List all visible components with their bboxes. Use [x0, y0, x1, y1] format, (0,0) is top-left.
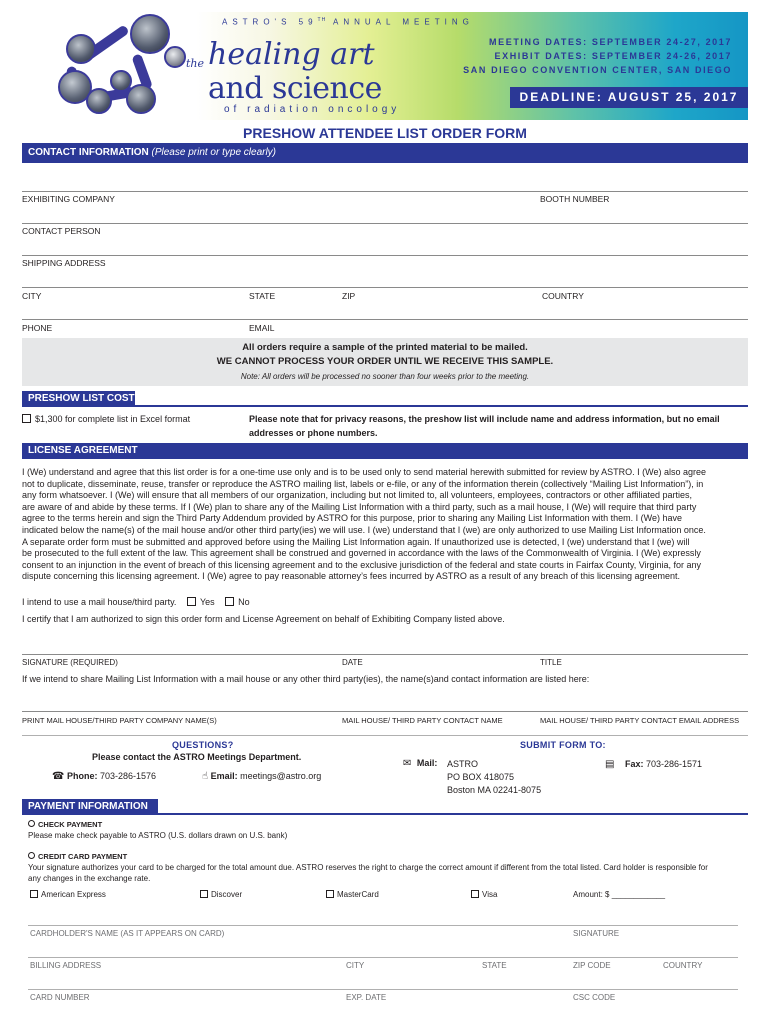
date-label: DATE — [342, 658, 363, 667]
the-word: the — [186, 57, 205, 70]
license-line: be prosecuted to the full extent of the law. This agreement shall be construed and governed in accordance with the laws of the Commonwealth of Virginia. I (We) expressly — [22, 548, 701, 559]
card-number-line — [28, 989, 738, 990]
city-line — [22, 287, 748, 288]
license-line: consent to an injunction in the event of breach of this licensing agreement and to the exclusive jurisdiction of the federal and state courts in Fairfax County, Virginia, for any — [22, 559, 702, 570]
credit-card-radio[interactable] — [28, 852, 35, 859]
exhibiting-company-label: EXHIBITING COMPANY — [22, 194, 115, 204]
mastercard-checkbox[interactable] — [326, 890, 334, 898]
discover-checkbox[interactable] — [200, 890, 208, 898]
cc-city-label: CITY — [346, 961, 365, 970]
submit-fax — [605, 759, 702, 770]
submit-heading: SUBMIT FORM TO: — [520, 740, 606, 750]
questions-email — [202, 771, 321, 782]
questions-text: Please contact the ASTRO Meetings Department. — [92, 752, 302, 762]
email-value[interactable]: meetings@astro.org — [240, 771, 322, 781]
payment-divider — [22, 813, 748, 815]
cc-zip-label: ZIP CODE — [573, 961, 611, 970]
license-line: dispute concerning this licensing agreement. I (We) agree to pay reasonable attorney’s fees incurred by ASTRO as a result of any breach of this licensing agreement. — [22, 571, 681, 582]
email-icon: ☝ — [202, 771, 209, 782]
yes-label: Yes — [199, 597, 215, 607]
signature-line — [22, 654, 748, 655]
email-label: EMAIL — [249, 323, 275, 333]
billing-line — [28, 957, 738, 958]
shipping-address-label: SHIPPING ADDRESS — [22, 258, 106, 268]
license-text — [22, 467, 748, 583]
sample-notice-line1: All orders require a sample of the printed material to be mailed. — [242, 342, 528, 353]
state-label: STATE — [249, 291, 276, 301]
visa-label: Visa — [482, 890, 498, 899]
check-payment-label: CHECK PAYMENT — [38, 820, 103, 829]
card-discover — [200, 890, 242, 899]
sample-notice-line2: WE CANNOT PROCESS YOUR ORDER UNTIL WE RECEIVE THIS SAMPLE. — [216, 356, 554, 367]
phone-icon: ☎ — [52, 771, 65, 782]
radiation-oncology-label: of radiation oncology — [224, 104, 401, 115]
no-checkbox[interactable] — [225, 597, 234, 606]
city-label: CITY — [22, 291, 42, 301]
license-line: are aware of and abide by these terms. If I (We) plan to share any of the Mailing List Information with a third party, such as a mail house, I (We) will require that third party — [22, 501, 697, 512]
annual-meeting-label: ASTRO'S 59TH ANNUAL MEETING — [222, 17, 474, 27]
discover-label: Discover — [211, 890, 243, 899]
mail-house-label: I intend to use a mail house/third party. — [22, 597, 177, 607]
preshow-cost-header: PRESHOW LIST COST — [22, 391, 135, 407]
mastercard-label: MasterCard — [337, 890, 379, 899]
phone-label: PHONE — [22, 323, 53, 333]
cost-option — [22, 414, 190, 424]
credit-card-text2: any changes in the exchange rate. — [28, 874, 151, 883]
license-line: A separate order form must be submitted and approved before using the Mailing List Information again. If unauthorized use is detected, I (we) understand that I (we) will — [22, 536, 690, 547]
and-science-title: and science — [208, 71, 382, 106]
contact-person-label: CONTACT PERSON — [22, 226, 101, 236]
privacy-note-line1: Please note that for privacy reasons, the preshow list will include name and address information, but no email — [249, 414, 720, 424]
credit-card-text1: Your signature authorizes your card to be charged for the total amount due. ASTRO reserves the right to charge the correct amount if different from the total listed. Card holder is responsible for — [28, 863, 708, 872]
no-label: No — [238, 597, 250, 607]
csc-code-label: CSC CODE — [573, 993, 616, 1002]
check-payment-heading — [28, 820, 102, 829]
fax-value: 703-286-1571 — [646, 759, 703, 769]
amex-checkbox[interactable] — [30, 890, 38, 898]
cc-signature-label: SIGNATURE — [573, 929, 620, 938]
yes-checkbox[interactable] — [187, 597, 196, 606]
card-visa — [471, 890, 497, 899]
preshow-cost-divider — [22, 405, 748, 407]
privacy-note-line2: addresses or phone numbers. — [249, 428, 378, 438]
shipping-line — [22, 255, 748, 256]
amount-field[interactable]: Amount: $ ____________ — [573, 890, 666, 899]
booth-number-label: BOOTH NUMBER — [540, 194, 610, 204]
fax-icon: ▤ — [605, 759, 615, 770]
check-payment-radio[interactable] — [28, 820, 35, 827]
phone-label: Phone: — [66, 771, 98, 781]
zip-label: ZIP — [342, 291, 356, 301]
mail-label: Mail: — [416, 758, 438, 768]
healing-art-title: healing art — [208, 37, 375, 72]
mail-address-line1: ASTRO — [447, 759, 479, 769]
phone-value: 703-286-1576 — [100, 771, 157, 781]
sample-notice-note: Note: All orders will be processed no sooner than four weeks prior to the meeting. — [240, 372, 530, 381]
cost-option-label: $1,300 for complete list in Excel format — [35, 414, 191, 424]
license-line: not to duplicate, disseminate, reuse, transfer or reproduce the ASTRO mailing list, labels or e-file, or any of the information therein (collectively “Mailing List Information”), in — [22, 478, 704, 489]
license-line: indicated below the name(s) of the mail house and/or other third party(ies) we will use. I (we) understand that I (we) are only authorized to use Mailing List Information once. — [22, 524, 706, 535]
share-text: If we intend to share Mailing List Information with a mail house or any other third party(ies), the name(s)and contact information are listed here: — [22, 674, 590, 684]
contact-person-line — [22, 223, 748, 224]
form-title: PRESHOW ATTENDEE LIST ORDER FORM — [243, 125, 527, 141]
email-label: Email: — [210, 771, 238, 781]
check-payment-text: Please make check payable to ASTRO (U.S. dollars drawn on U.S. bank) — [28, 831, 288, 840]
cardholder-label: CARDHOLDER'S NAME (AS IT APPEARS ON CARD) — [30, 929, 225, 938]
card-mastercard — [326, 890, 379, 899]
questions-phone — [52, 771, 156, 782]
title-label: TITLE — [540, 658, 562, 667]
mail-house-question — [22, 597, 250, 607]
submit-mail — [403, 758, 437, 769]
credit-card-label: CREDIT CARD PAYMENT — [38, 852, 128, 861]
cost-checkbox[interactable] — [22, 414, 31, 423]
exp-date-label: EXP. DATE — [346, 993, 387, 1002]
logo-graphic — [40, 12, 190, 120]
credit-card-heading — [28, 852, 127, 861]
certify-text: I certify that I am authorized to sign this order form and License Agreement on behalf of Exhibiting Company listed above. — [22, 614, 505, 624]
license-header: LICENSE AGREEMENT — [22, 443, 748, 459]
billing-address-label: BILLING ADDRESS — [30, 961, 102, 970]
exhibit-dates: EXHIBIT DATES: SEPTEMBER 24-26, 2017 — [494, 51, 732, 61]
fax-label: Fax: — [624, 759, 644, 769]
deadline-badge: DEADLINE: AUGUST 25, 2017 — [510, 87, 748, 108]
visa-checkbox[interactable] — [471, 890, 479, 898]
meeting-dates: MEETING DATES: SEPTEMBER 24-27, 2017 — [489, 37, 732, 47]
questions-heading: QUESTIONS? — [172, 740, 234, 750]
cc-state-label: STATE — [482, 961, 507, 970]
company-line — [22, 191, 748, 192]
signature-label: SIGNATURE (REQUIRED) — [22, 658, 118, 667]
phone-line — [22, 319, 748, 320]
country-label: COUNTRY — [542, 291, 584, 301]
card-number-label: CARD NUMBER — [30, 993, 90, 1002]
license-line: I (We) understand and agree that this list order is for a one-time use only and is to be used only to send material herewith submitted for review by ASTRO. I (We) also agree — [22, 467, 706, 477]
amex-label: American Express — [41, 890, 106, 899]
cc-country-label: COUNTRY — [663, 961, 703, 970]
mail-house-line — [22, 711, 748, 712]
mail-house-company-label: PRINT MAIL HOUSE/THIRD PARTY COMPANY NAME(S) — [22, 716, 217, 725]
mail-house-contact-label: MAIL HOUSE/ THIRD PARTY CONTACT NAME — [342, 716, 503, 725]
mail-house-email-label: MAIL HOUSE/ THIRD PARTY CONTACT EMAIL ADDRESS — [540, 716, 740, 725]
payment-header: PAYMENT INFORMATION — [22, 799, 158, 815]
license-line: any form whatsoever. I (We) will ensure that all members of our organization, including but not limited to, all volunteers, employees, contractors or other affiliated parties, — [22, 490, 692, 501]
mail-address-line2: PO BOX 418075 — [447, 772, 515, 782]
cardholder-line — [28, 925, 738, 926]
contact-info-header: CONTACT INFORMATION (Please print or type clearly) — [22, 143, 748, 163]
mail-icon: ✉ — [403, 758, 412, 769]
location: SAN DIEGO CONVENTION CENTER, SAN DIEGO — [463, 65, 732, 75]
mail-address-line3: Boston MA 02241-8075 — [447, 785, 542, 795]
card-amex — [30, 890, 106, 899]
questions-top-line — [22, 735, 748, 736]
license-line: agree to the terms herein and sign the Third Party Addendum provided by ASTRO for this purpose, prior to sharing any Mailing List Information with them. I (We) have — [22, 513, 682, 524]
